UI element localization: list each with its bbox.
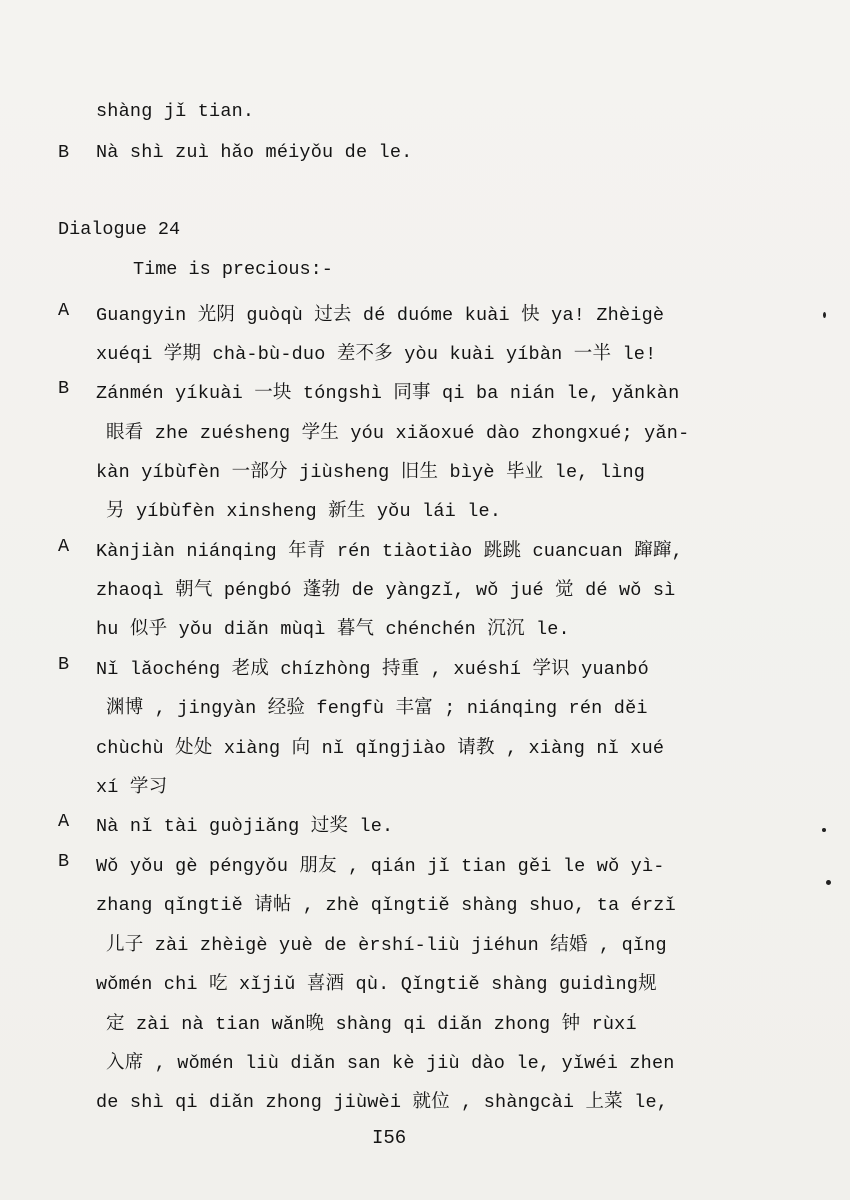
scan-speck	[823, 312, 826, 318]
dialogue-subtitle: Time is precious:-	[133, 259, 333, 280]
line-text: 眼看 zhe zuésheng 学生 yóu xiǎoxué dào zhongxué; yǎn-	[106, 423, 690, 444]
scan-speck	[826, 880, 831, 885]
line-text: de shì qi diǎn zhong jiùwèi 就位 , shàngcài 上菜 le,	[96, 1092, 669, 1113]
line-text: wǒmén chi 吃 xǐjiǔ 喜酒 qù. Qǐngtiě shàng guidìng规	[96, 974, 657, 995]
line-text: Zánmén yíkuài 一块 tóngshì 同事 qi ba nián le, yǎnkàn	[96, 383, 680, 404]
line-text: hu 似乎 yǒu diǎn mùqì 暮气 chénchén 沉沉 le.	[96, 619, 570, 640]
line-text: xuéqi 学期 chà-bù-duo 差不多 yòu kuài yíbàn 一半 le!	[96, 344, 657, 365]
page-number: I56	[372, 1127, 407, 1149]
speaker-label: A	[58, 811, 70, 832]
line-text: Wǒ yǒu gè péngyǒu 朋友 , qián jǐ tian gěi le wǒ yì-	[96, 856, 665, 877]
speaker-label: B	[58, 654, 70, 675]
line-text: zhang qǐngtiě 请帖 , zhè qǐngtiě shàng shuo, ta érzǐ	[96, 895, 676, 916]
line-text: shàng jǐ tian.	[96, 101, 255, 122]
line-text: 入席 , wǒmén liù diǎn san kè jiù dào le, yǐwéi zhen	[106, 1053, 675, 1074]
line-text: Nà nǐ tài guòjiǎng 过奖 le.	[96, 816, 394, 837]
line-text: kàn yíbùfèn 一部分 jiùsheng 旧生 bìyè 毕业 le, lìng	[96, 462, 646, 483]
line-text: 渊博 , jingyàn 经验 fengfù 丰富 ; niánqing rén děi	[106, 698, 648, 719]
speaker-label: B	[58, 851, 70, 872]
scan-speck	[822, 828, 826, 832]
speaker-label: A	[58, 300, 70, 321]
line-text: 定 zài nà tian wǎn晚 shàng qi diǎn zhong 钟 rùxí	[106, 1014, 637, 1035]
dialogue-title: Dialogue 24	[58, 219, 181, 240]
line-text: 另 yíbùfèn xinsheng 新生 yǒu lái le.	[106, 501, 502, 522]
line-text: Nà shì zuì hǎo méiyǒu de le.	[96, 142, 413, 163]
speaker-label: B	[58, 378, 70, 399]
line-text: Kànjiàn niánqing 年青 rén tiàotiào 跳跳 cuancuan 蹿蹿,	[96, 541, 683, 562]
speaker-label: B	[58, 142, 70, 163]
line-text: zhaoqì 朝气 péngbó 蓬勃 de yàngzǐ, wǒ jué 觉 dé wǒ sì	[96, 580, 676, 601]
speaker-label: A	[58, 536, 70, 557]
line-text: xí 学习	[96, 777, 168, 798]
line-text: 儿子 zài zhèigè yuè de èrshí-liù jiéhun 结婚 , qǐng	[106, 935, 667, 956]
line-text: chùchù 处处 xiàng 向 nǐ qǐngjiào 请教 , xiàng nǐ xué	[96, 738, 665, 759]
line-text: Guangyin 光阴 guòqù 过去 dé duóme kuài 快 ya! Zhèigè	[96, 305, 665, 326]
line-text: Nǐ lǎochéng 老成 chízhòng 持重 , xuéshí 学识 yuanbó	[96, 659, 649, 680]
